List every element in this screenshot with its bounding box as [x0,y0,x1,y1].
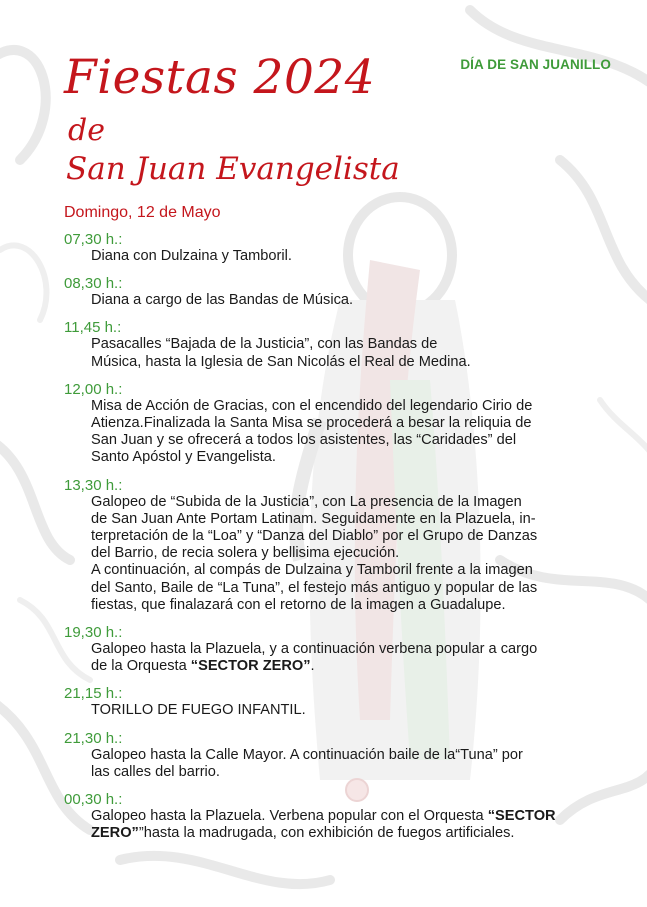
schedule-item [64,231,624,265]
event-description [91,702,624,719]
desc-line [91,808,624,825]
schedule-item [64,275,624,309]
desc-line: Galopeo hasta la Plazuela, y a continuación verbena popular a cargo [91,641,538,658]
event-description [91,248,624,265]
event-description [91,747,624,781]
event-description [91,494,624,614]
event-time: 11,45 h.: [64,319,122,337]
subtitle-de: de [68,113,105,148]
desc-text: ”hasta la madrugada, con exhibición de fuegos artificiales. [138,825,515,842]
event-time: 13,30 h.: [64,476,123,494]
desc-line: A continuación, al compás de Dulzaina y Tamboril frente a la imagen [91,562,533,579]
event-time: 21,15 h.: [64,685,123,703]
desc-line: las calles del barrio. [91,763,220,780]
desc-line: Galopeo hasta la Calle Mayor. A continuación baile de la“Tuna” por [91,746,523,763]
schedule-item [64,381,624,467]
desc-line: de San Juan Ante Portam Latinam. Seguidamente en la Plazuela, in- [91,510,536,527]
event-time: 12,00 h.: [64,380,123,398]
event-date: Domingo, 12 de Mayo [64,204,221,221]
desc-line: del Barrio, de recia solera y bellisima ejecución. [91,545,400,562]
event-description [91,641,624,675]
desc-line: San Juan y se ofrecerá a todos los asistentes, las “Caridades” del [91,432,517,449]
schedule-list [64,231,624,852]
desc-line: Galopeo de “Subida de la Justicia”, con La presencia de la Imagen [91,493,522,510]
schedule-item [64,791,624,842]
page-subtitle: San Juan Evangelista [66,151,400,187]
desc-text: Galopeo hasta la Plazuela. Verbena popular con el Orquesta [91,808,488,825]
event-time: 08,30 h.: [64,275,123,293]
desc-line: fiestas, que finalazará con el retorno de la imagen a Guadalupe. [91,596,506,613]
page-title: Fiestas 2024 [64,50,376,105]
schedule-item [64,624,624,675]
event-time: 19,30 h.: [64,624,123,642]
band-name: ZERO” [91,825,139,842]
desc-line: Misa de Acción de Gracias, con el encendido del legendario Cirio de [91,397,533,414]
band-name: “SECTOR ZERO” [190,658,311,675]
desc-line: terpretación de la “Loa” y “Danza del Diablo” por el Grupo de Danzas [91,528,538,545]
event-time: 21,30 h.: [64,729,123,747]
desc-line: Diana a cargo de las Bandas de Música. [91,292,354,309]
event-description [91,398,624,467]
desc-line: TORILLO DE FUEGO INFANTIL. [91,702,306,719]
schedule-item [64,319,624,370]
schedule-item [64,685,624,719]
desc-line: Santo Apóstol y Evangelista. [91,449,276,466]
desc-text: de la Orquesta [91,658,191,675]
desc-line [91,658,624,675]
desc-text: . [310,658,315,675]
event-description [91,292,624,309]
band-name: “SECTOR [487,808,556,825]
event-time: 00,30 h.: [64,791,123,809]
desc-line [91,825,624,842]
event-time: 07,30 h.: [64,231,123,248]
schedule-item [64,730,624,781]
desc-line: Atienza.Finalizada la Santa Misa se procederá a besar la reliquia de [91,415,532,432]
desc-line: Música, hasta la Iglesia de San Nicolás el Real de Medina. [91,353,471,370]
event-description [91,808,624,842]
event-description [91,336,624,370]
desc-line: Diana con Dulzaina y Tamboril. [91,248,292,264]
desc-line: Pasacalles “Bajada de la Justicia”, con las Bandas de [91,336,438,353]
desc-line: del Santo, Baile de “La Tuna”, el festejo más antiguo y popular de las [91,579,538,596]
schedule-item [64,477,624,614]
day-badge: DÍA DE SAN JUANILLO [460,57,611,72]
